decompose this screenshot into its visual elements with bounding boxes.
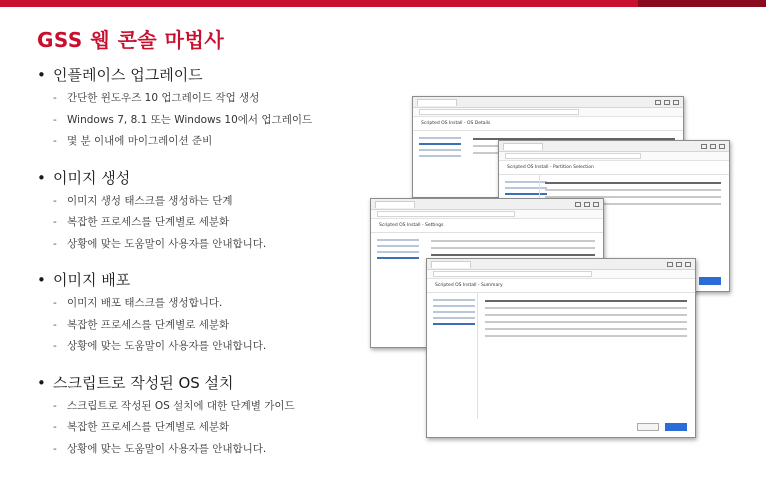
bullet-dot: • — [37, 66, 46, 84]
section-scripted-os — [37, 372, 367, 461]
section-image-create — [37, 167, 367, 256]
sub-list — [37, 396, 367, 461]
sub-item: - 복잡한 프로세스를 단계별로 세분화 — [53, 216, 230, 228]
sub-item: - 몇 분 이내에 마이그레이션 준비 — [53, 135, 213, 147]
bullet-dot: • — [37, 271, 46, 289]
sub-item: - 상황에 맞는 도움말이 사용자를 안내합니다. — [53, 340, 267, 352]
section-heading: 이미지 생성 — [53, 168, 131, 187]
sub-item: - 간단한 윈도우즈 10 업그레이드 작업 생성 — [53, 92, 260, 104]
section-heading: 스크립트로 작성된 OS 설치 — [53, 373, 234, 392]
top-accent-bar-dark — [638, 0, 766, 7]
sub-item: - 스크립트로 작성된 OS 설치에 대한 단계별 가이드 — [53, 399, 295, 412]
sub-list — [37, 88, 367, 153]
slide-title: GSS 웹 콘솔 마법사 — [37, 28, 225, 52]
dialog-title: Scripted OS Install - Partition Selection — [499, 161, 729, 175]
bullet-dot: • — [37, 168, 46, 187]
sub-item: - 복잡한 프로세스를 단계별로 세분화 — [53, 318, 230, 331]
section-image-deploy — [37, 269, 367, 358]
sub-item: - 복잡한 프로세스를 단계별로 세분화 — [53, 421, 230, 433]
submit-button — [665, 423, 687, 431]
section-heading: 인플레이스 업그레이드 — [53, 66, 203, 84]
next-button — [699, 277, 721, 285]
sub-item: - 이미지 배포 태스크를 생성합니다. — [53, 297, 223, 309]
dialog-title: Scripted OS Install - Settings — [371, 219, 603, 233]
bullet-content — [37, 64, 367, 474]
section-heading: 이미지 배포 — [53, 271, 131, 289]
sub-item: - Windows 7, 8.1 또는 Windows 10에서 업그레이드 — [53, 113, 313, 126]
dialog-title: Scripted OS Install - Summary — [427, 279, 695, 293]
sub-list — [37, 191, 367, 256]
sub-list — [37, 293, 367, 358]
sub-item: - 이미지 생성 태스크를 생성하는 단계 — [53, 194, 233, 207]
screenshot-summary — [426, 258, 696, 438]
sub-item: - 상황에 맞는 도움말이 사용자를 안내합니다. — [53, 237, 267, 250]
dialog-title: Scripted OS Install - OS Details — [413, 117, 683, 131]
section-inplace-upgrade — [37, 64, 367, 153]
bullet-dot: • — [37, 373, 46, 392]
back-button — [637, 423, 659, 431]
sub-item: - 상황에 맞는 도움말이 사용자를 안내합니다. — [53, 442, 267, 455]
